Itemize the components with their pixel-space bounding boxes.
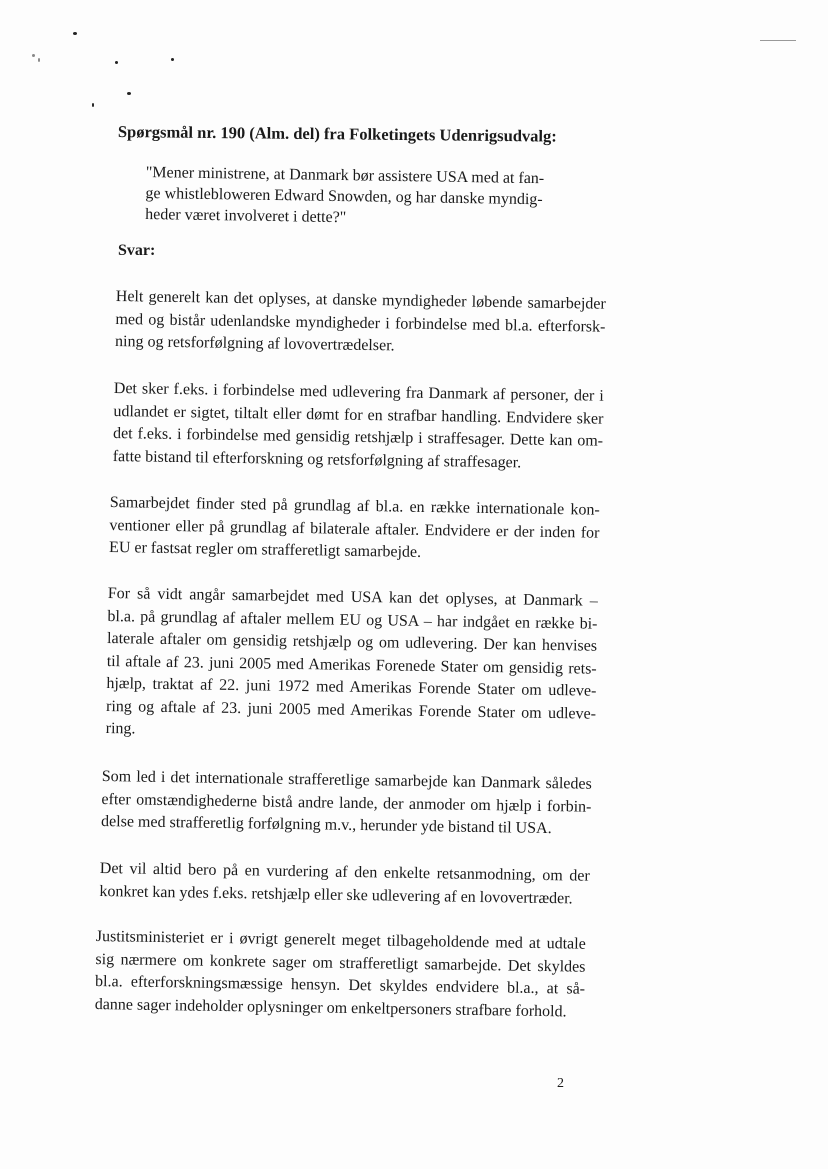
answer-paragraph	[113, 378, 604, 476]
paragraph-line: efter omstændighederne bistå andre lande, der anmoder om hjælp i forbin-	[101, 790, 592, 816]
paragraph-line: bl.a. på grundlag af aftaler mellem EU og USA – har indgået en række bi-	[107, 607, 598, 633]
paragraph-line: EU er fastsat regler om strafferetligt samarbejde.	[108, 538, 422, 561]
paragraph-line: ventioner eller på grundlag af bilaterale aftaler. Endvidere er der inden for	[109, 516, 600, 542]
answer-paragraph	[99, 858, 590, 911]
paragraph-line: konkret kan ydes f.eks. retshjælp eller ske udlevering af en lovovertræder.	[99, 882, 573, 907]
paragraph-line: Det sker f.eks. i forbindelse med udlevering fra Danmark af personer, der i	[113, 379, 604, 405]
paragraph-line: Det vil altid bero på en vurdering af den enkelte retsanmodning, om der	[99, 859, 590, 885]
paragraph-line: med og bistår udenlandske myndigheder i forbindelse med bl.a. efterforsk-	[115, 310, 606, 336]
scan-speck	[127, 92, 131, 95]
scan-speck	[115, 61, 118, 64]
answer-paragraph	[115, 286, 606, 361]
question-line: heder været involveret i dette?"	[145, 205, 347, 227]
paragraph-line: bl.a. efterforskningsmæssige hensyn. Det skyldes endvidere bl.a., at så-	[94, 972, 586, 998]
paragraph-line: Samarbejdet finder sted på grundlag af bl.a. en række internationale kon-	[109, 493, 600, 519]
scan-speck	[92, 103, 94, 107]
paragraph-line: til aftale af 23. juni 2005 med Amerikas Forenede Stater om gensidig rets-	[106, 652, 597, 678]
scan-speck	[73, 32, 77, 35]
scan-speck	[171, 58, 174, 61]
question-line: ge whistlebloweren Edward Snowden, og har danske myndig-	[145, 184, 543, 209]
paragraph-line: Helt generelt kan det oplyses, at danske myndigheder løbende samarbejder	[115, 287, 606, 313]
answer-paragraph	[106, 583, 598, 748]
answer-paragraph	[95, 926, 586, 1024]
scan-line	[760, 40, 796, 41]
paragraph-line: Som led i det internationale strafferetlige samarbejde kan Danmark således	[101, 767, 592, 793]
paragraph-line: ring og aftale af 23. juni 2005 med Amerikas Forende Stater om udleve-	[105, 697, 597, 723]
paragraph-line: delse med strafferetlig forfølgning m.v., herunder yde bistand til USA.	[100, 812, 552, 838]
question-quote	[145, 162, 566, 232]
paragraph-line: sig nærmere om konkrete sager om strafferetligt samarbejde. Det skyldes	[95, 950, 586, 976]
scan-speck	[38, 58, 40, 62]
page-number: 2	[557, 1076, 564, 1091]
question-line: "Mener ministrene, at Danmark bør assistere USA med at fan-	[145, 163, 545, 188]
paragraph-line: Justitsministeriet er i øvrigt generelt meget tilbageholdende med at udtale	[95, 927, 586, 953]
paragraph-line: fatte bistand til efterforskning og retsforfølgning af straffesager.	[112, 447, 522, 471]
paragraph-line: For så vidt angår samarbejdet med USA kan det oplyses, at Danmark –	[107, 584, 598, 610]
paragraph-line: det f.eks. i forbindelse med gensidig retshjælp i straffesager. Dette kan om-	[112, 424, 604, 450]
answer-paragraph	[109, 492, 600, 567]
paragraph-line: hjælp, traktat af 22. juni 1972 med Amerikas Forende Stater om udleve-	[106, 674, 597, 700]
paragraph-line: ring.	[105, 719, 136, 738]
answer-paragraph	[101, 766, 592, 841]
answer-label: Svar:	[118, 242, 156, 259]
paragraph-line: laterale aftaler om gensidig retshjælp og om udlevering. Der kan henvises	[106, 629, 598, 655]
question-heading: Spørgsmål nr. 190 (Alm. del) fra Folketingets Udenrigsudvalg:	[117, 122, 557, 146]
paragraph-line: udlandet er sigtet, tiltalt eller dømt for en strafbar handling. Endvidere sker	[113, 402, 604, 428]
scan-speck	[32, 54, 35, 57]
paragraph-line: ning og retsforfølgning af lovovertrædelser.	[114, 332, 395, 355]
paragraph-line: danne sager indeholder oplysninger om enkeltpersoners strafbare forhold.	[94, 995, 567, 1020]
